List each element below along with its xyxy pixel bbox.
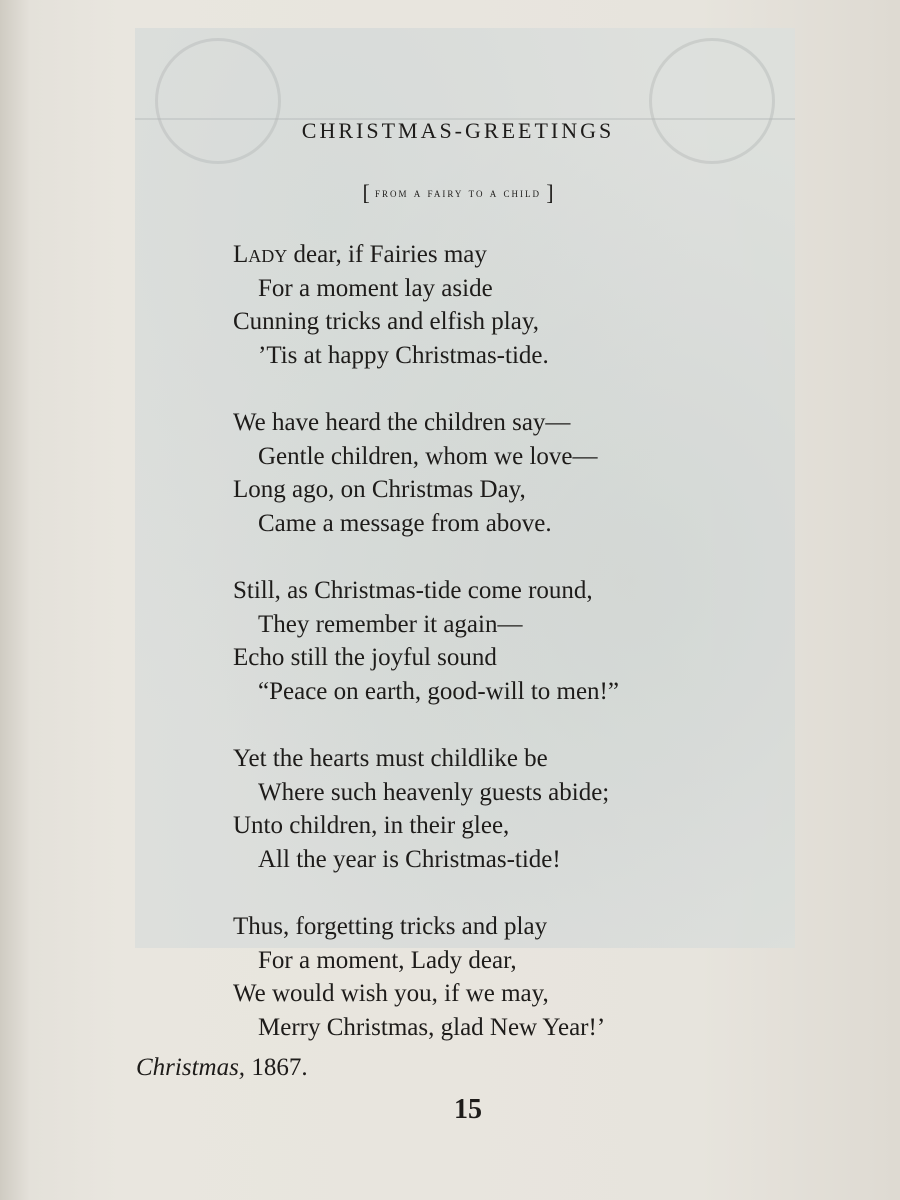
poem-line: We have heard the children say— [233, 409, 571, 436]
poem-body [233, 238, 619, 1078]
poem-line [233, 238, 619, 272]
stanza [233, 406, 619, 540]
subtitle-close-bracket: ] [546, 180, 554, 205]
poem-line: Long ago, on Christmas Day, [233, 476, 526, 503]
stanza [233, 238, 619, 372]
date-year: 1867. [245, 1054, 308, 1081]
initial-word: Lady [233, 241, 288, 268]
poem-line: For a moment lay aside [258, 274, 493, 302]
poem-line: Echo still the joyful sound [233, 644, 497, 671]
stanza [233, 742, 619, 876]
poem-line: Thus, forgetting tricks and play [233, 913, 548, 940]
poem-line: They remember it again— [258, 610, 523, 638]
poem-line: Cunning tricks and elfish play, [233, 308, 539, 335]
subtitle-text: from a fairy to a child [375, 185, 541, 200]
poem-line: Merry Christmas, glad New Year!’ [258, 1013, 606, 1041]
poem-subtitle [8, 180, 900, 206]
poem-line: Came a message from above. [258, 509, 552, 537]
date-season: Christmas, [136, 1054, 246, 1081]
poem-line: We would wish you, if we may, [233, 980, 549, 1007]
stanza [233, 910, 619, 1044]
poem-line: Where such heavenly guests abide; [258, 778, 610, 806]
poem-line: Still, as Christmas-tide come round, [233, 577, 593, 604]
line-text: dear, if Fairies may [287, 241, 487, 268]
poem-date [136, 1054, 308, 1082]
subtitle-open-bracket: [ [362, 180, 370, 205]
poem-line: All the year is Christmas-tide! [258, 845, 561, 873]
illustration-arch [135, 28, 795, 120]
poem-line: Gentle children, whom we love— [258, 442, 598, 470]
poem-line: Yet the hearts must childlike be [233, 745, 548, 772]
poem-line: Unto children, in their glee, [233, 812, 510, 839]
page-number: 15 [454, 1094, 482, 1125]
poem-line: For a moment, Lady dear, [258, 946, 517, 974]
poem-title: CHRISTMAS-GREETINGS [301, 118, 615, 143]
poem-line: ’Tis at happy Christmas-tide. [258, 341, 549, 369]
stanza [233, 574, 619, 708]
poem-line: “Peace on earth, good-will to men!” [258, 677, 619, 705]
